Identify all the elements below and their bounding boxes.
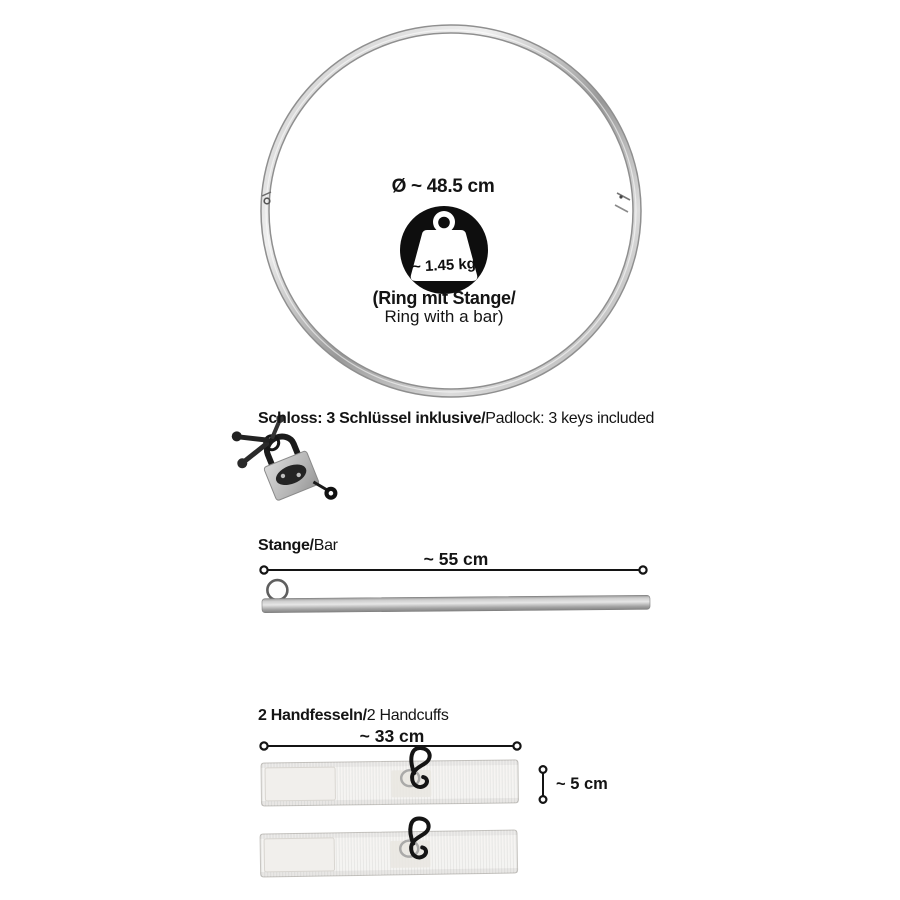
ring-caption-line1: (Ring mit Stange/ [372, 288, 516, 308]
bar-title-german: Stange/ [258, 537, 314, 554]
weight-icon [400, 206, 488, 294]
bar-title-english: Bar [313, 537, 338, 554]
ring-diameter-label: Ø ~ 48.5 cm [391, 176, 495, 197]
padlock-title-german: Schloss: 3 Schlüssel inklusive/ [258, 410, 486, 427]
ring-weight-label: ~ 1.45 kg [411, 255, 477, 276]
bar-section-title [258, 537, 338, 555]
bar-length-label: ~ 55 cm [423, 549, 489, 569]
ring-caption-line2: Ring with a bar) [384, 307, 504, 326]
handcuffs-section-title [258, 707, 449, 725]
bar-end-loop [267, 580, 287, 600]
padlock-section-title [258, 410, 654, 428]
handcuffs-title-german: 2 Handfesseln/ [258, 707, 367, 724]
metal-bar-image [262, 577, 650, 613]
handcuffs-title-english: 2 Handcuffs [366, 707, 449, 724]
padlock-title-english: Padlock: 3 keys included [485, 410, 655, 427]
handcuff-width-label: ~ 5 cm [556, 775, 608, 793]
cuff-width-dimension-line [540, 766, 547, 803]
handcuff-image-1 [261, 747, 519, 806]
handcuff-length-label: ~ 33 cm [359, 726, 425, 746]
ring-right-joint [615, 193, 630, 212]
handcuff-image-2 [260, 817, 518, 877]
